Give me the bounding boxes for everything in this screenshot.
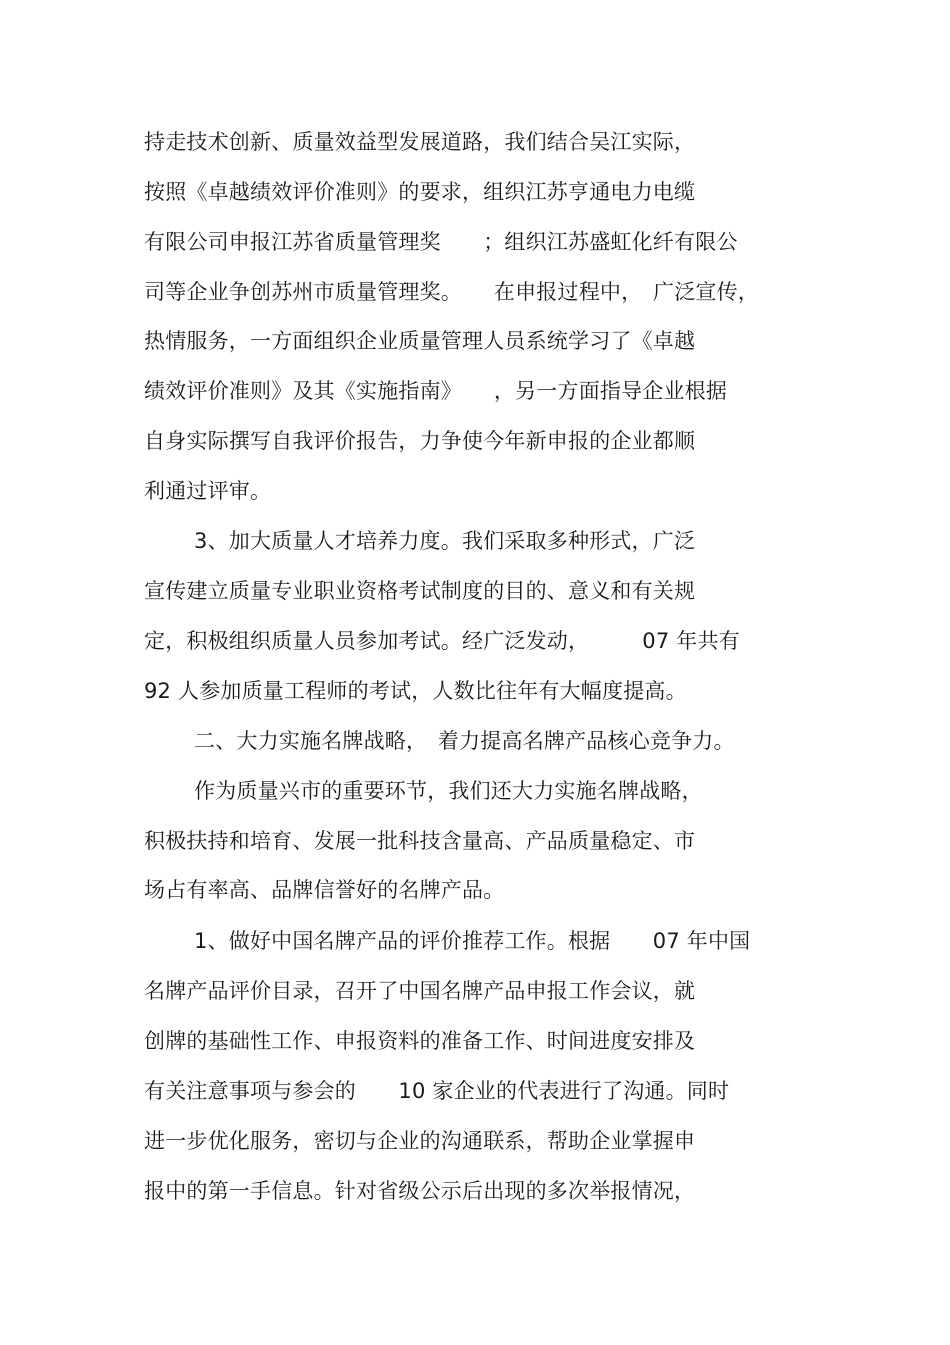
text-line: 宣传建立质量专业职业资格考试制度的目的、意义和有关规 xyxy=(144,579,696,603)
text-line: 92 人参加质量工程师的考试，人数比往年有大幅度提高。 xyxy=(144,679,687,703)
text-line: 持走技术创新、质量效益型发展道路，我们结合吴江实际， xyxy=(144,130,696,154)
text-line: 有限公司申报江苏省质量管理奖 ；组织江苏盛虹化纤有限公 xyxy=(144,230,738,254)
text-line: 积极扶持和培育、发展一批科技含量高、产品质量稳定、市 xyxy=(144,829,696,853)
text-line: 报中的第一手信息。针对省级公示后出现的多次举报情况， xyxy=(144,1179,696,1203)
paragraph-start-line: 3、加大质量人才培养力度。我们采取多种形式，广泛 xyxy=(194,529,696,553)
text-line: 热情服务，一方面组织企业质量管理人员系统学习了《卓越 xyxy=(144,329,696,353)
text-line: 司等企业争创苏州市质量管理奖。 在申报过程中， 广泛宣传， xyxy=(144,280,759,304)
text-line: 名牌产品评价目录，召开了中国名牌产品申报工作会议，就 xyxy=(144,979,696,1003)
text-line: 绩效评价准则》及其《实施指南》 ，另一方面指导企业根据 xyxy=(144,379,728,403)
text-line: 按照《卓越绩效评价准则》的要求，组织江苏亨通电力电缆 xyxy=(144,180,696,204)
text-line: 有关注意事项与参会的 10 家企业的代表进行了沟通。同时 xyxy=(144,1079,730,1103)
text-line: 创牌的基础性工作、申报资料的准备工作、时间进度安排及 xyxy=(144,1029,696,1053)
paragraph-start-line: 1、做好中国名牌产品的评价推荐工作。根据 07 年中国 xyxy=(194,929,751,953)
text-line: 定，积极组织质量人员参加考试。经广泛发动， 07 年共有 xyxy=(144,629,740,653)
text-line: 场占有率高、品牌信誉好的名牌产品。 xyxy=(144,878,505,902)
paragraph-start-line: 作为质量兴市的重要环节，我们还大力实施名牌战略， xyxy=(194,779,703,803)
text-line: 利通过评审。 xyxy=(144,479,272,503)
text-line: 自身实际撰写自我评价报告，力争使今年新申报的企业都顺 xyxy=(144,429,696,453)
text-line: 进一步优化服务，密切与企业的沟通联系，帮助企业掌握申 xyxy=(144,1129,696,1153)
section-heading: 二、大力实施名牌战略， 着力提高名牌产品核心竞争力。 xyxy=(194,729,735,753)
